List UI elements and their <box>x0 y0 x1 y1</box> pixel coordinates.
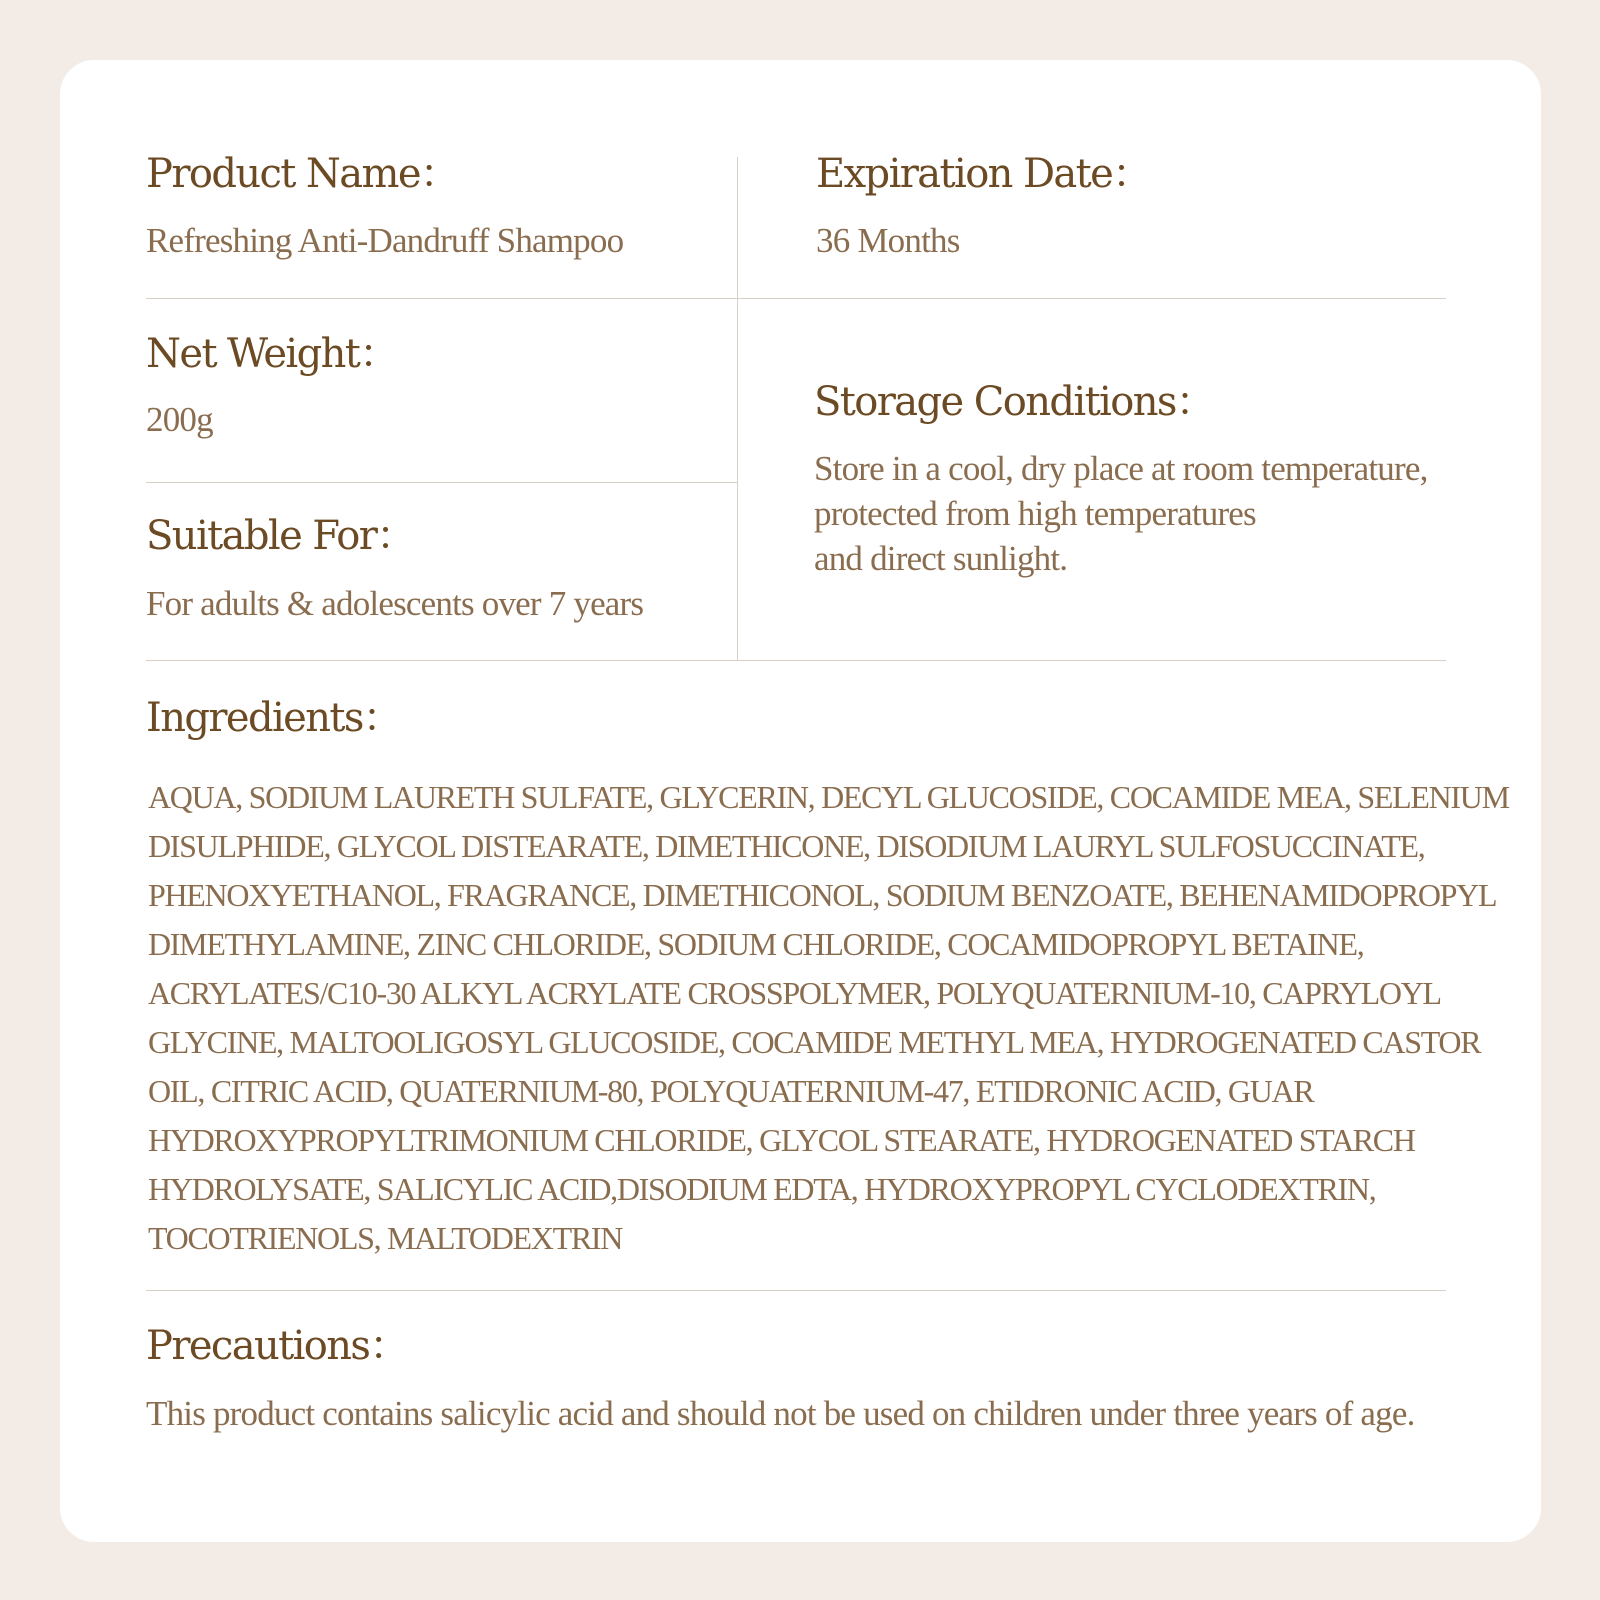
expiration-date-value: 36 Months <box>816 221 960 260</box>
ingredients-line: DISULPHIDE, GLYCOL DISTEARATE, DIMETHICONE, DISODIUM LAURYL SULFOSUCCINATE, <box>148 828 1425 864</box>
column-divider <box>737 157 738 660</box>
ingredients-label: Ingredients： <box>146 695 402 741</box>
ingredients-line: ACRYLATES/C10-30 ALKYL ACRYLATE CROSSPOLYMER, POLYQUATERNIUM-10, CAPRYLOYL <box>148 975 1441 1011</box>
storage-line: Store in a cool, dry place at room temperature, <box>814 449 1428 488</box>
ingredients-line: HYDROXYPROPYLTRIMONIUM CHLORIDE, GLYCOL STEARATE, HYDROGENATED STARCH <box>148 1122 1415 1158</box>
storage-conditions-text <box>814 446 1428 581</box>
divider-left-row-2 <box>146 482 737 483</box>
net-weight-value: 200g <box>146 400 213 439</box>
ingredients-list <box>148 773 1509 1263</box>
storage-line: protected from high temperatures <box>814 494 1256 533</box>
precautions-value: This product contains salicylic acid and should not be used on children under three years of age. <box>146 1394 1415 1433</box>
suitable-for-label: Suitable For： <box>146 513 415 559</box>
ingredients-line: AQUA, SODIUM LAURETH SULFATE, GLYCERIN, DECYL GLUCOSIDE, COCAMIDE MEA, SELENIUM <box>148 779 1509 815</box>
divider-row-1 <box>146 298 1446 299</box>
net-weight-label: Net Weight： <box>146 331 398 377</box>
storage-conditions-label: Storage Conditions： <box>814 379 1215 425</box>
divider-row-4 <box>146 1290 1446 1291</box>
ingredients-line: HYDROLYSATE, SALICYLIC ACID,DISODIUM EDTA, HYDROXYPROPYL CYCLODEXTRIN, <box>148 1171 1376 1207</box>
precautions-label: Precautions： <box>146 1323 408 1369</box>
product-name-value: Refreshing Anti-Dandruff Shampoo <box>146 221 624 260</box>
ingredients-line: OIL, CITRIC ACID, QUATERNIUM-80, POLYQUATERNIUM-47, ETIDRONIC ACID, GUAR <box>148 1073 1314 1109</box>
ingredients-line: PHENOXYETHANOL, FRAGRANCE, DIMETHICONOL, SODIUM BENZOATE, BEHENAMIDOPROPYL <box>148 877 1497 913</box>
ingredients-line: GLYCINE, MALTOOLIGOSYL GLUCOSIDE, COCAMIDE METHYL MEA, HYDROGENATED CASTOR <box>148 1024 1481 1060</box>
storage-line: and direct sunlight. <box>814 539 1068 578</box>
ingredients-line: TOCOTRIENOLS, MALTODEXTRIN <box>148 1220 623 1256</box>
suitable-for-value: For adults & adolescents over 7 years <box>146 584 644 623</box>
expiration-date-label: Expiration Date： <box>816 151 1151 197</box>
ingredients-line: DIMETHYLAMINE, ZINC CHLORIDE, SODIUM CHLORIDE, COCAMIDOPROPYL BETAINE, <box>148 926 1364 962</box>
divider-row-3 <box>146 660 1446 661</box>
product-name-label: Product Name： <box>146 151 459 197</box>
